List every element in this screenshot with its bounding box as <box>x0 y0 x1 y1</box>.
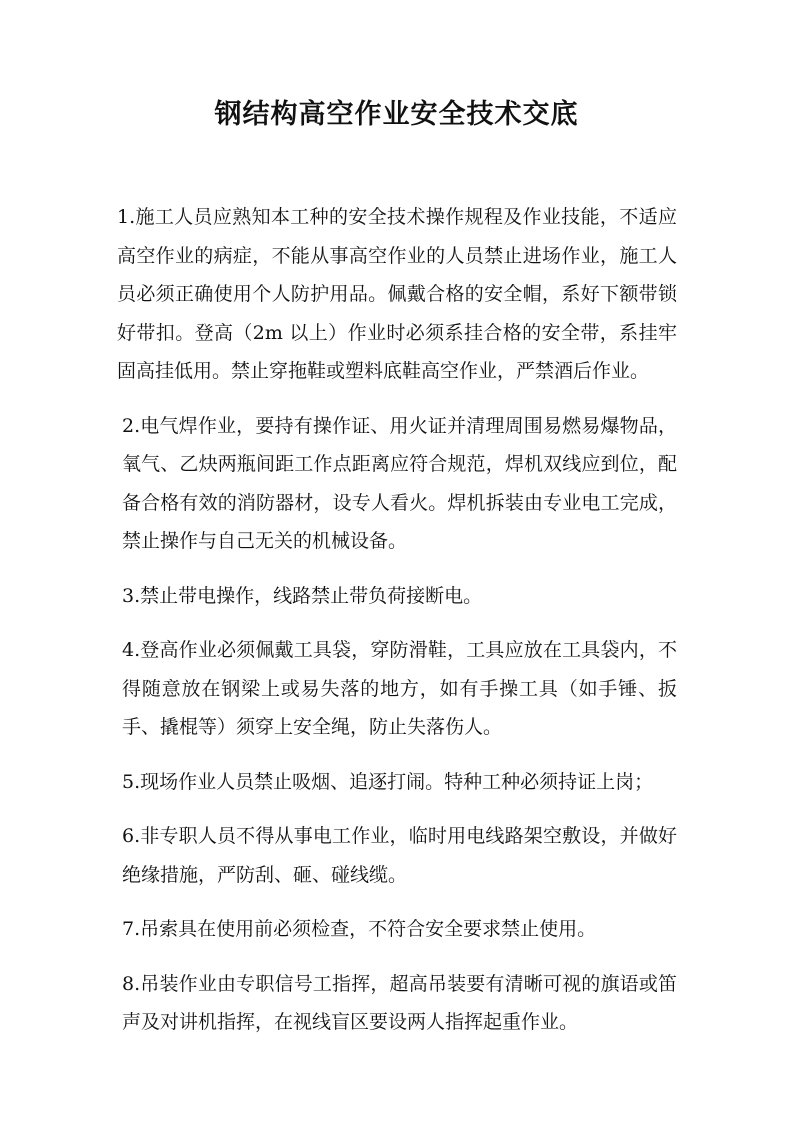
paragraph-8: 8.吊装作业由专职信号工指挥，超高吊装要有清晰可视的旗语或笛声及对讲机指挥，在视线盲区要设两人指挥起重作业。 <box>122 972 677 1033</box>
paragraph-2: 2.电气焊作业，要持有操作证、用火证并清理周围易燃易爆物品，氧气、乙炔两瓶间距工作点距离应符合规范，焊机双线应到位，配备合格有效的消防器材，设专人看火。焊机拆装由专业电工完成，禁止操作与自己无关的机械设备。 <box>122 414 677 552</box>
document-body <box>117 198 677 1058</box>
document-title: 钢结构高空作业安全技术交底 <box>214 99 579 130</box>
paragraph-5: 5.现场作业人员禁止吸烟、追逐打闹。特种工种必须持证上岗； <box>122 770 654 793</box>
paragraph-6: 6.非专职人员不得从事电工作业，临时用电线路架空敷设，并做好绝缘措施，严防刮、砸、碰线缆。 <box>122 825 677 886</box>
paragraph-3: 3.禁止带电操作，线路禁止带负荷接断电。 <box>122 584 483 607</box>
paragraph-1: 1.施工人员应熟知本工种的安全技术操作规程及作业技能，不适应高空作业的病症，不能从事高空作业的人员禁止进场作业，施工人员必须正确使用个人防护用品。佩戴合格的安全帽，系好下额带锁好带扣。登高（2m 以上）作业时必须系挂合格的安全带，系挂牢固高挂低用。禁止穿拖鞋或塑料底鞋高空作业，严禁酒后作业。 <box>117 206 677 382</box>
paragraph-7: 7.吊索具在使用前必须检查，不符合安全要求禁止使用。 <box>122 918 597 940</box>
paragraph-4: 4.登高作业必须佩戴工具袋，穿防滑鞋，工具应放在工具袋内，不得随意放在钢梁上或易失落的地方，如有手操工具（如手锤、扳手、撬棍等）须穿上安全绳，防止失落伤人。 <box>122 639 677 738</box>
